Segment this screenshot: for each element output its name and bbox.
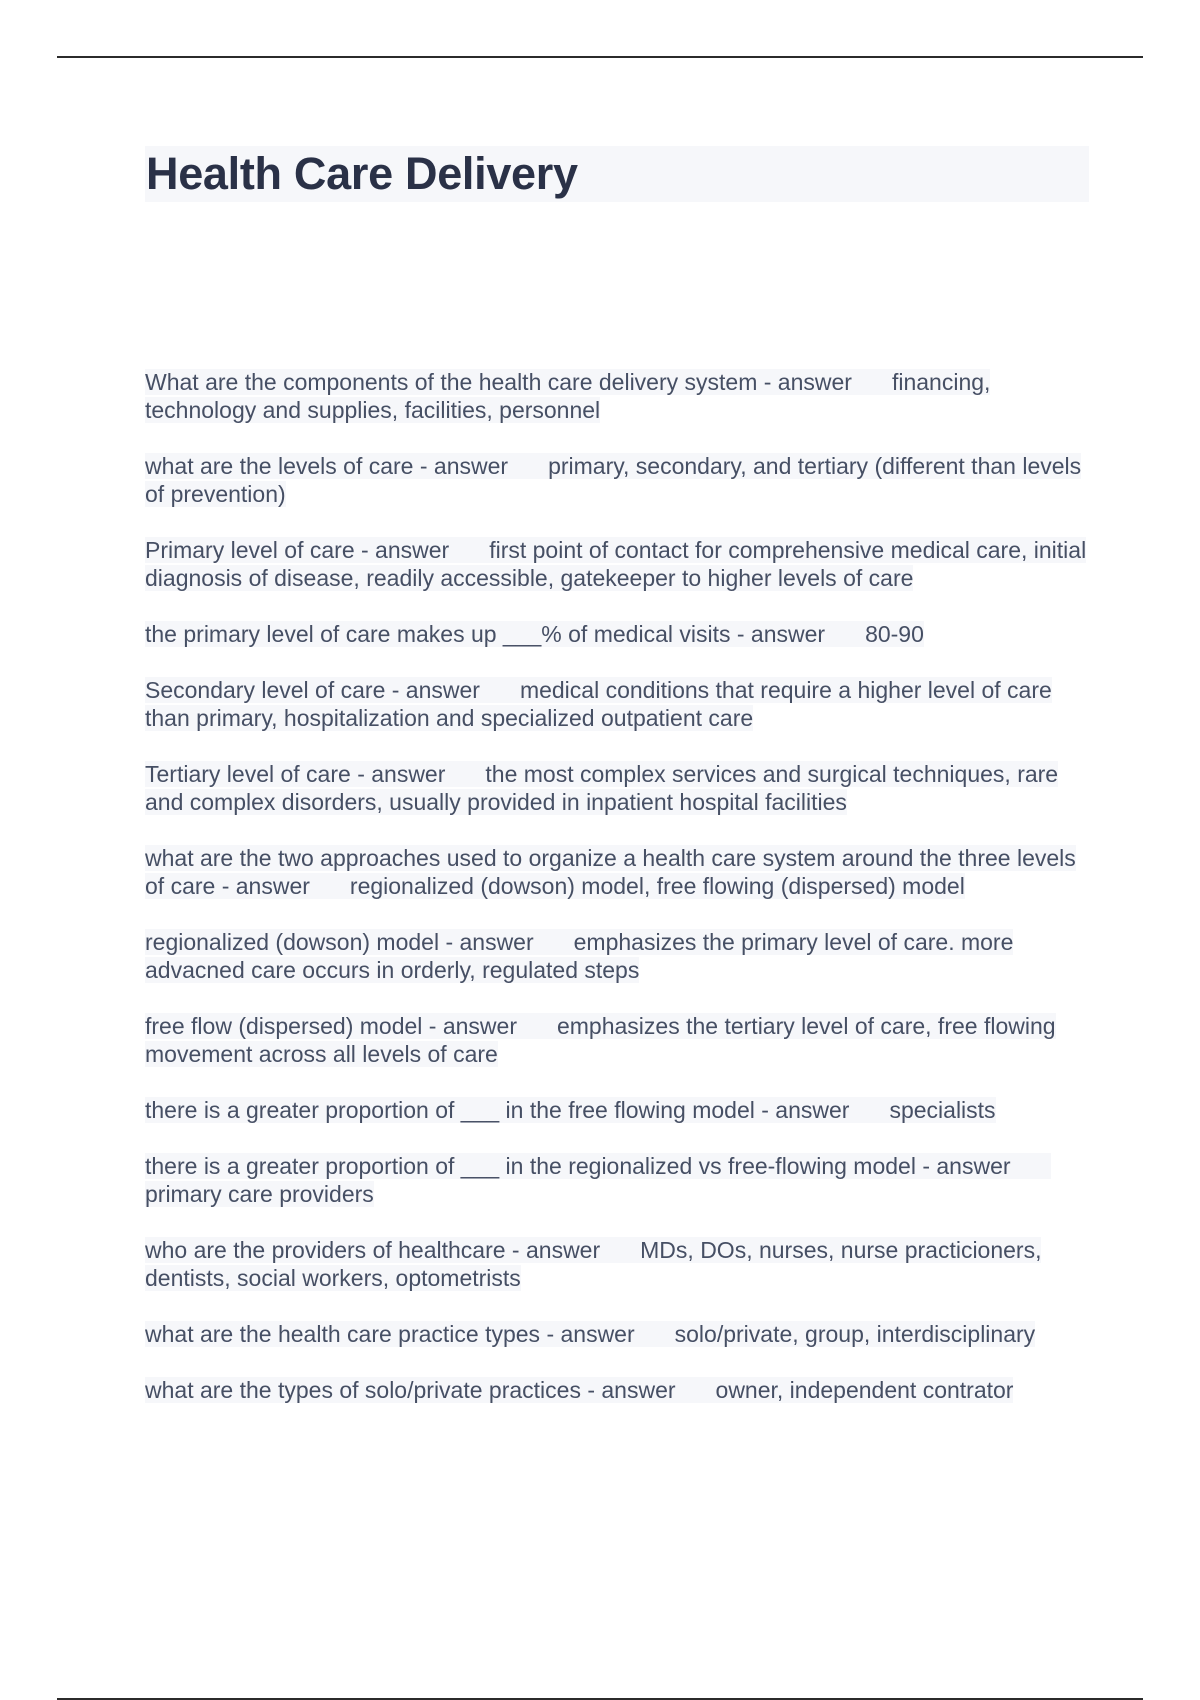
- qa-item: [145, 1236, 1089, 1292]
- qa-item: [145, 620, 1089, 648]
- qa-answer: specialists: [889, 1097, 996, 1123]
- qa-answer: MDs, DOs, nurses, nurse practicioners, dentists, social workers, optometrists: [145, 1237, 1042, 1291]
- qa-question: Primary level of care - answer: [145, 537, 450, 563]
- qa-answer: medical conditions that require a higher level of care than primary, hospitalization and specialized outpatient care: [145, 677, 1052, 731]
- qa-list: [145, 368, 1089, 1432]
- qa-question: what are the levels of care - answer: [145, 453, 509, 479]
- qa-answer: regionalized (dowson) model, free flowing (dispersed) model: [349, 873, 965, 899]
- qa-item: [145, 1320, 1089, 1348]
- document-title: Health Care Delivery: [146, 148, 578, 199]
- qa-question: Tertiary level of care - answer: [145, 761, 446, 787]
- qa-question: What are the components of the health care delivery system - answer: [145, 369, 852, 395]
- qa-answer: primary, secondary, and tertiary (different than levels of prevention): [145, 453, 1082, 507]
- qa-item: [145, 844, 1089, 900]
- qa-answer: emphasizes the tertiary level of care, free flowing movement across all levels of care: [145, 1013, 1056, 1067]
- qa-question: the primary level of care makes up ___% of medical visits - answer: [145, 621, 826, 647]
- qa-question: what are the two approaches used to organize a health care system around the three levels of care - answer: [145, 845, 1076, 899]
- qa-item: [145, 1096, 1089, 1124]
- qa-item: [145, 1376, 1089, 1404]
- qa-item: [145, 452, 1089, 508]
- qa-question: free flow (dispersed) model - answer: [145, 1013, 517, 1039]
- qa-answer: solo/private, group, interdisciplinary: [674, 1321, 1036, 1347]
- top-divider: [57, 56, 1143, 58]
- qa-question: what are the types of solo/private practices - answer: [145, 1377, 676, 1403]
- qa-answer: emphasizes the primary level of care. more advacned care occurs in orderly, regulated steps: [145, 929, 1014, 983]
- qa-question: there is a greater proportion of ___ in the free flowing model - answer: [145, 1097, 850, 1123]
- qa-answer: 80-90: [865, 621, 924, 647]
- qa-answer: financing, technology and supplies, facilities, personnel: [145, 369, 991, 423]
- qa-item: [145, 368, 1089, 424]
- qa-question: Secondary level of care - answer: [145, 677, 480, 703]
- qa-answer: primary care providers: [145, 1181, 374, 1207]
- qa-question: what are the health care practice types - answer: [145, 1321, 635, 1347]
- qa-item: [145, 536, 1089, 592]
- qa-item: [145, 928, 1089, 984]
- qa-answer: the most complex services and surgical techniques, rare and complex disorders, usually provided in inpatient hospital facilities: [145, 761, 1059, 815]
- qa-item: [145, 760, 1089, 816]
- qa-item: [145, 1012, 1089, 1068]
- qa-question: regionalized (dowson) model - answer: [145, 929, 534, 955]
- qa-question: there is a greater proportion of ___ in the regionalized vs free-flowing model - answer: [145, 1153, 1011, 1179]
- qa-item: [145, 1152, 1089, 1208]
- qa-answer: owner, independent contrator: [715, 1377, 1014, 1403]
- qa-item: [145, 676, 1089, 732]
- qa-question: who are the providers of healthcare - answer: [145, 1237, 601, 1263]
- qa-answer: first point of contact for comprehensive medical care, initial diagnosis of disease, readily accessible, gatekeeper to higher levels of care: [145, 537, 1087, 591]
